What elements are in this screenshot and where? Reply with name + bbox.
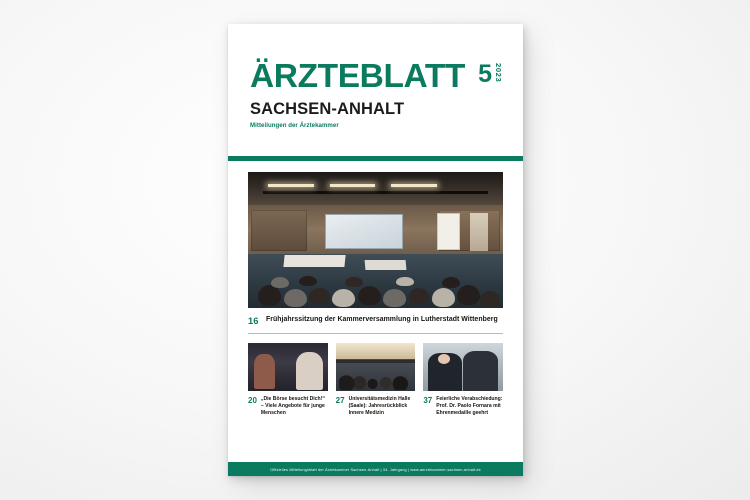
teaser-page-number: 27 [335,396,345,405]
cover-footer [228,462,523,476]
teaser-caption [423,396,503,418]
teaser-item [336,343,416,418]
magazine-cover [228,24,523,476]
hero-person [457,285,480,305]
teaser-caption [336,396,416,418]
hero-flipchart [437,213,459,250]
hero-person [299,276,317,286]
teaser-page-number: 37 [423,396,433,405]
hero-person [480,291,500,308]
hero-person [284,289,307,307]
hero-person [396,277,414,287]
teaser-caption-text: Feierliche Verabschiedung: Prof. Dr. Paolo Fornara mit Ehrenmedaille geehrt [436,396,503,417]
hero-person [442,277,460,288]
hero-light-3 [391,184,437,187]
hero-person [258,285,281,305]
hero-image [248,172,503,308]
page-title: ÄRZTEBLATT [250,58,465,95]
hero-person [332,289,355,307]
hero-person [271,277,289,288]
teaser-caption-text: Universitätsmedizin Halle (Saale): Jahresrückblick Innere Medizin [348,396,411,417]
issue-badge [478,62,503,86]
cover-footer-text: Offizielles Mitteilungsblatt der Ärztekammer Sachsen-Anhalt | 34. Jahrgang | www.aerztekammer-sachsen-anhalt.de [270,466,481,472]
teaser-caption-text: „Die Börse besucht Dich!“ – Viele Angebote für junge Menschen [260,396,325,417]
teaser-row [228,334,523,418]
brand-tagline: Mitteilungen der Ärztekammer [250,122,339,129]
hero-person [409,288,429,304]
hero-person [345,277,363,287]
issue-year: 2023 [494,63,503,83]
hero-light-2 [330,184,376,187]
hero-person [432,288,455,307]
hero-projection-screen [325,214,404,249]
brand-subtitle: SACHSEN-ANHALT [250,100,405,118]
hero-wall-panel-left [251,210,307,251]
teaser-item [248,343,328,418]
hero-light-1 [268,184,314,187]
teaser-face-right [475,353,487,364]
hero-door [470,213,488,251]
teaser-item [423,343,503,418]
hero-person [358,286,381,305]
teaser-image-1 [248,343,328,391]
hero-person [383,289,406,306]
hero-ceiling [248,172,503,209]
hero-caption-text: Frühjahrssitzung der Kammerversammlung in Lutherstadt Wittenberg [266,316,498,323]
hero-page-number: 16 [248,315,259,326]
teaser-caption [248,396,328,418]
teaser-page-number: 20 [248,396,257,405]
masthead [228,24,523,148]
issue-number: 5 [478,60,492,88]
hero-audience [248,248,503,308]
teaser-image-2 [336,343,416,391]
hero-section [228,161,523,308]
teaser-face-left [438,354,450,365]
hero-caption [228,308,523,326]
hero-person [309,288,329,305]
teaser-image-3 [423,343,503,391]
